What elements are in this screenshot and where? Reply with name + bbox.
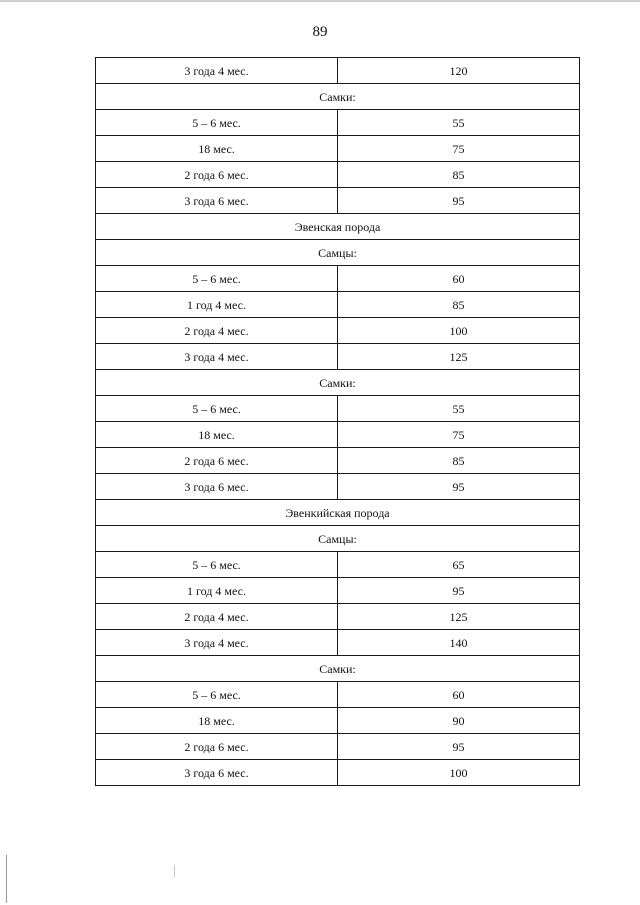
age-cell: 5 – 6 мес. (96, 552, 338, 578)
table-row (96, 58, 580, 84)
age-cell: 2 года 4 мес. (96, 318, 338, 344)
value-cell: 125 (338, 604, 580, 630)
table-row (96, 604, 580, 630)
scan-artifact-line (174, 865, 175, 877)
value-cell: 100 (338, 318, 580, 344)
age-cell: 3 года 6 мес. (96, 474, 338, 500)
age-cell: 3 года 6 мес. (96, 188, 338, 214)
table-row (96, 344, 580, 370)
table-row (96, 578, 580, 604)
age-cell: 18 мес. (96, 422, 338, 448)
age-cell: 2 года 6 мес. (96, 734, 338, 760)
table-row (96, 448, 580, 474)
value-cell: 120 (338, 58, 580, 84)
value-cell: 95 (338, 734, 580, 760)
weight-table (95, 57, 580, 786)
table-row (96, 734, 580, 760)
table-row (96, 760, 580, 786)
weight-table-body (96, 58, 580, 786)
breed-heading-row (96, 500, 580, 526)
age-cell: 1 год 4 мес. (96, 292, 338, 318)
value-cell: 75 (338, 422, 580, 448)
value-cell: 60 (338, 682, 580, 708)
age-cell: 3 года 4 мес. (96, 58, 338, 84)
age-cell: 2 года 6 мес. (96, 162, 338, 188)
age-cell: 5 – 6 мес. (96, 266, 338, 292)
value-cell: 125 (338, 344, 580, 370)
sex-group-label: Самки: (96, 370, 580, 396)
age-cell: 18 мес. (96, 708, 338, 734)
value-cell: 100 (338, 760, 580, 786)
table-row (96, 552, 580, 578)
table-row (96, 162, 580, 188)
table-row (96, 422, 580, 448)
value-cell: 85 (338, 448, 580, 474)
page-number: 89 (312, 24, 328, 40)
sex-group-label: Самки: (96, 84, 580, 110)
sex-group-label: Самцы: (96, 240, 580, 266)
age-cell: 3 года 6 мес. (96, 760, 338, 786)
table-row (96, 630, 580, 656)
age-cell: 5 – 6 мес. (96, 682, 338, 708)
age-cell: 5 – 6 мес. (96, 110, 338, 136)
value-cell: 85 (338, 162, 580, 188)
sex-group-label: Самки: (96, 656, 580, 682)
table-row (96, 682, 580, 708)
sex-group-row (96, 370, 580, 396)
age-cell: 2 года 6 мес. (96, 448, 338, 474)
value-cell: 95 (338, 474, 580, 500)
sex-group-label: Самцы: (96, 526, 580, 552)
sex-group-row (96, 656, 580, 682)
table-row (96, 318, 580, 344)
age-cell: 3 года 4 мес. (96, 344, 338, 370)
top-edge-line (0, 0, 640, 2)
value-cell: 55 (338, 396, 580, 422)
age-cell: 18 мес. (96, 136, 338, 162)
breed-heading-row (96, 214, 580, 240)
table-row (96, 266, 580, 292)
value-cell: 85 (338, 292, 580, 318)
table-row (96, 474, 580, 500)
table-row (96, 188, 580, 214)
value-cell: 60 (338, 266, 580, 292)
table-row (96, 136, 580, 162)
age-cell: 3 года 4 мес. (96, 630, 338, 656)
age-cell: 5 – 6 мес. (96, 396, 338, 422)
table-row (96, 292, 580, 318)
table-row (96, 708, 580, 734)
sex-group-row (96, 84, 580, 110)
age-cell: 1 год 4 мес. (96, 578, 338, 604)
scan-artifact-line (6, 855, 7, 903)
breed-heading: Эвенкийская порода (96, 500, 580, 526)
breed-heading: Эвенская порода (96, 214, 580, 240)
value-cell: 55 (338, 110, 580, 136)
value-cell: 95 (338, 188, 580, 214)
table-row (96, 396, 580, 422)
age-cell: 2 года 4 мес. (96, 604, 338, 630)
value-cell: 95 (338, 578, 580, 604)
value-cell: 75 (338, 136, 580, 162)
value-cell: 65 (338, 552, 580, 578)
table-row (96, 110, 580, 136)
value-cell: 90 (338, 708, 580, 734)
sex-group-row (96, 526, 580, 552)
sex-group-row (96, 240, 580, 266)
value-cell: 140 (338, 630, 580, 656)
